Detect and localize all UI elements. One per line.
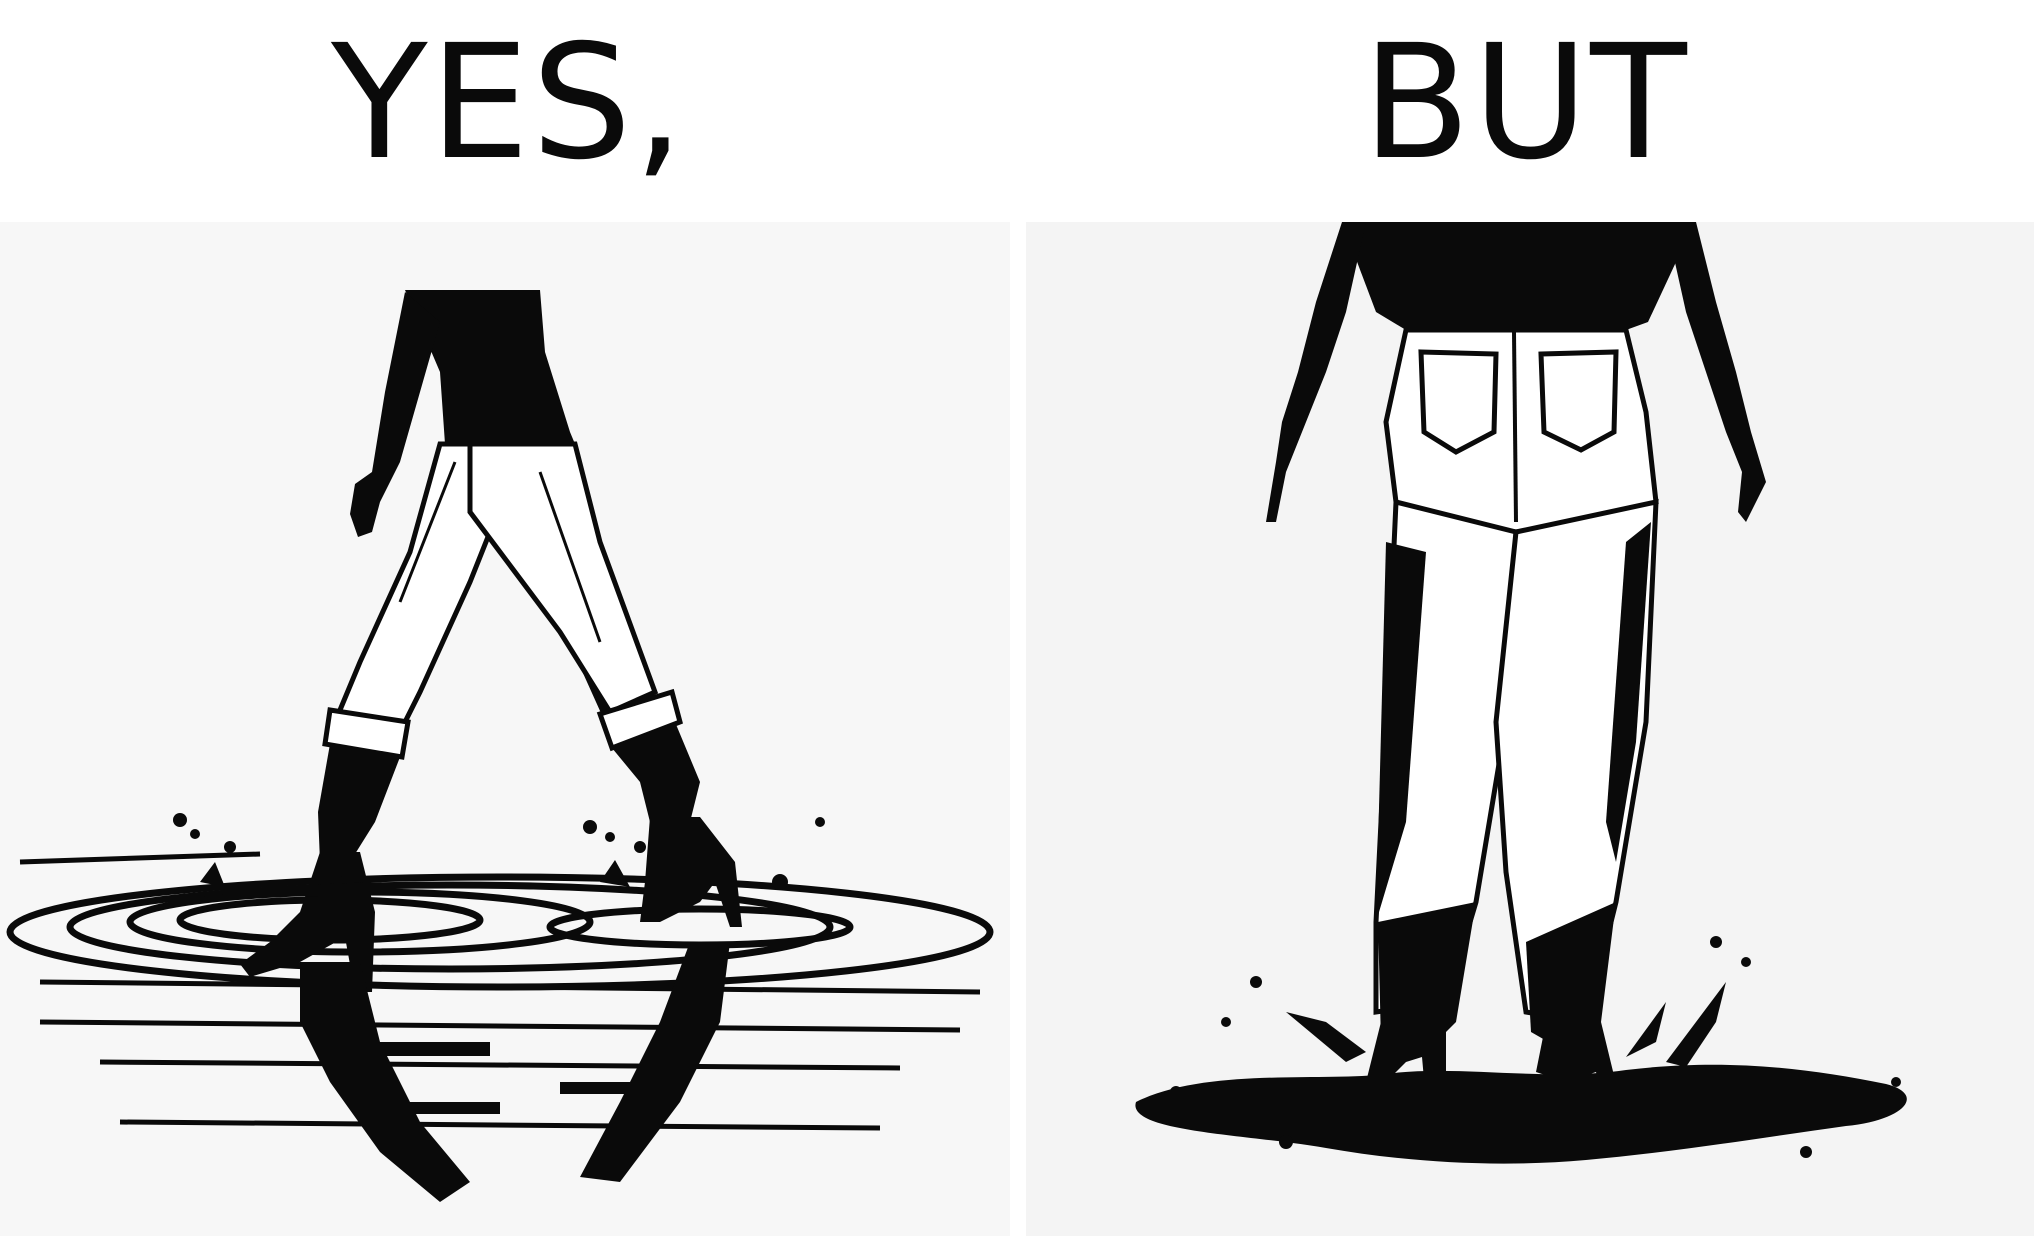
illustration-long-jeans (1026, 222, 2034, 1236)
lower-leg-left (318, 744, 400, 862)
illustration-rolled-jeans (0, 222, 1010, 1236)
caption-yes: YES, (331, 11, 686, 195)
panel-but-illustration (1026, 222, 2034, 1236)
back-leg-jeans (470, 444, 655, 712)
left-arm-shape (1266, 222, 1366, 522)
panel-yes-illustration (0, 222, 1010, 1236)
right-arm-shape (1666, 222, 1766, 522)
shirt-shape (1342, 222, 1686, 330)
caption-but: BUT (1362, 11, 1689, 195)
puddle-shape (1135, 1065, 1906, 1164)
puddle-ripples (10, 877, 990, 987)
shirt-shape (405, 290, 575, 444)
